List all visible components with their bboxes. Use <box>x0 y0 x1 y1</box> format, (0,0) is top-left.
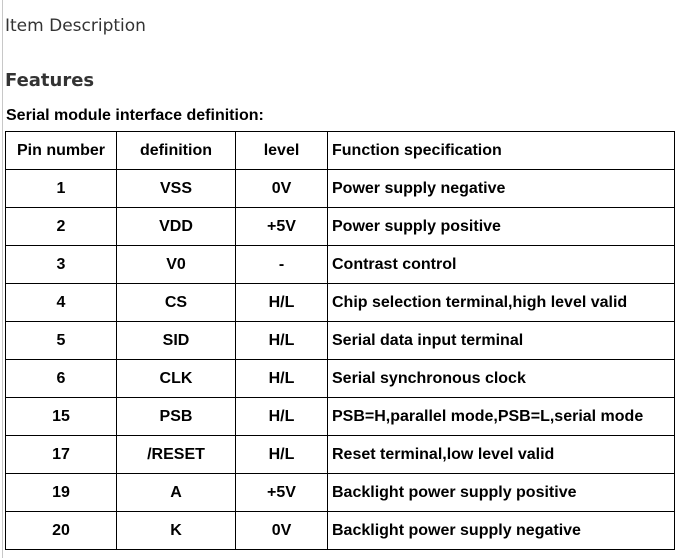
function-cell: Serial synchronous clock <box>328 360 675 398</box>
table-row <box>6 322 675 360</box>
header-level: level <box>236 132 328 170</box>
definition-cell: PSB <box>117 398 236 436</box>
definition-cell: VSS <box>117 170 236 208</box>
function-cell: Contrast control <box>328 246 675 284</box>
header-function-specification: Function specification <box>328 132 675 170</box>
definition-cell: V0 <box>117 246 236 284</box>
table-row <box>6 436 675 474</box>
definition-cell: A <box>117 474 236 512</box>
item-description-heading: Item Description <box>5 16 146 36</box>
level-cell: H/L <box>236 398 328 436</box>
header-definition: definition <box>117 132 236 170</box>
table-caption: Serial module interface definition: <box>6 107 264 124</box>
pin-number-cell: 20 <box>6 512 117 550</box>
left-border-line <box>2 0 3 558</box>
function-cell: Backlight power supply positive <box>328 474 675 512</box>
definition-cell: VDD <box>117 208 236 246</box>
table-row <box>6 170 675 208</box>
function-cell: Backlight power supply negative <box>328 512 675 550</box>
header-pin-number: Pin number <box>6 132 117 170</box>
function-cell: Power supply negative <box>328 170 675 208</box>
pin-number-cell: 17 <box>6 436 117 474</box>
table-row <box>6 284 675 322</box>
pin-number-cell: 19 <box>6 474 117 512</box>
features-heading: Features <box>5 70 95 91</box>
function-cell: Chip selection terminal,high level valid <box>328 284 675 322</box>
level-cell: H/L <box>236 360 328 398</box>
definition-cell: /RESET <box>117 436 236 474</box>
pin-number-cell: 6 <box>6 360 117 398</box>
table-header-row <box>6 132 675 170</box>
level-cell: +5V <box>236 208 328 246</box>
level-cell: H/L <box>236 436 328 474</box>
function-cell: PSB=H,parallel mode,PSB=L,serial mode <box>328 398 675 436</box>
level-cell: 0V <box>236 170 328 208</box>
function-cell: Reset terminal,low level valid <box>328 436 675 474</box>
level-cell: +5V <box>236 474 328 512</box>
level-cell: 0V <box>236 512 328 550</box>
level-cell: - <box>236 246 328 284</box>
table-row <box>6 246 675 284</box>
pin-number-cell: 3 <box>6 246 117 284</box>
definition-cell: CS <box>117 284 236 322</box>
table-row <box>6 208 675 246</box>
pin-number-cell: 4 <box>6 284 117 322</box>
table-row <box>6 474 675 512</box>
definition-cell: SID <box>117 322 236 360</box>
table-row <box>6 398 675 436</box>
function-cell: Serial data input terminal <box>328 322 675 360</box>
pin-definition-table <box>5 131 675 550</box>
pin-number-cell: 15 <box>6 398 117 436</box>
level-cell: H/L <box>236 284 328 322</box>
table-row <box>6 512 675 550</box>
pin-number-cell: 2 <box>6 208 117 246</box>
pin-number-cell: 5 <box>6 322 117 360</box>
level-cell: H/L <box>236 322 328 360</box>
definition-cell: K <box>117 512 236 550</box>
table-row <box>6 360 675 398</box>
pin-number-cell: 1 <box>6 170 117 208</box>
function-cell: Power supply positive <box>328 208 675 246</box>
definition-cell: CLK <box>117 360 236 398</box>
